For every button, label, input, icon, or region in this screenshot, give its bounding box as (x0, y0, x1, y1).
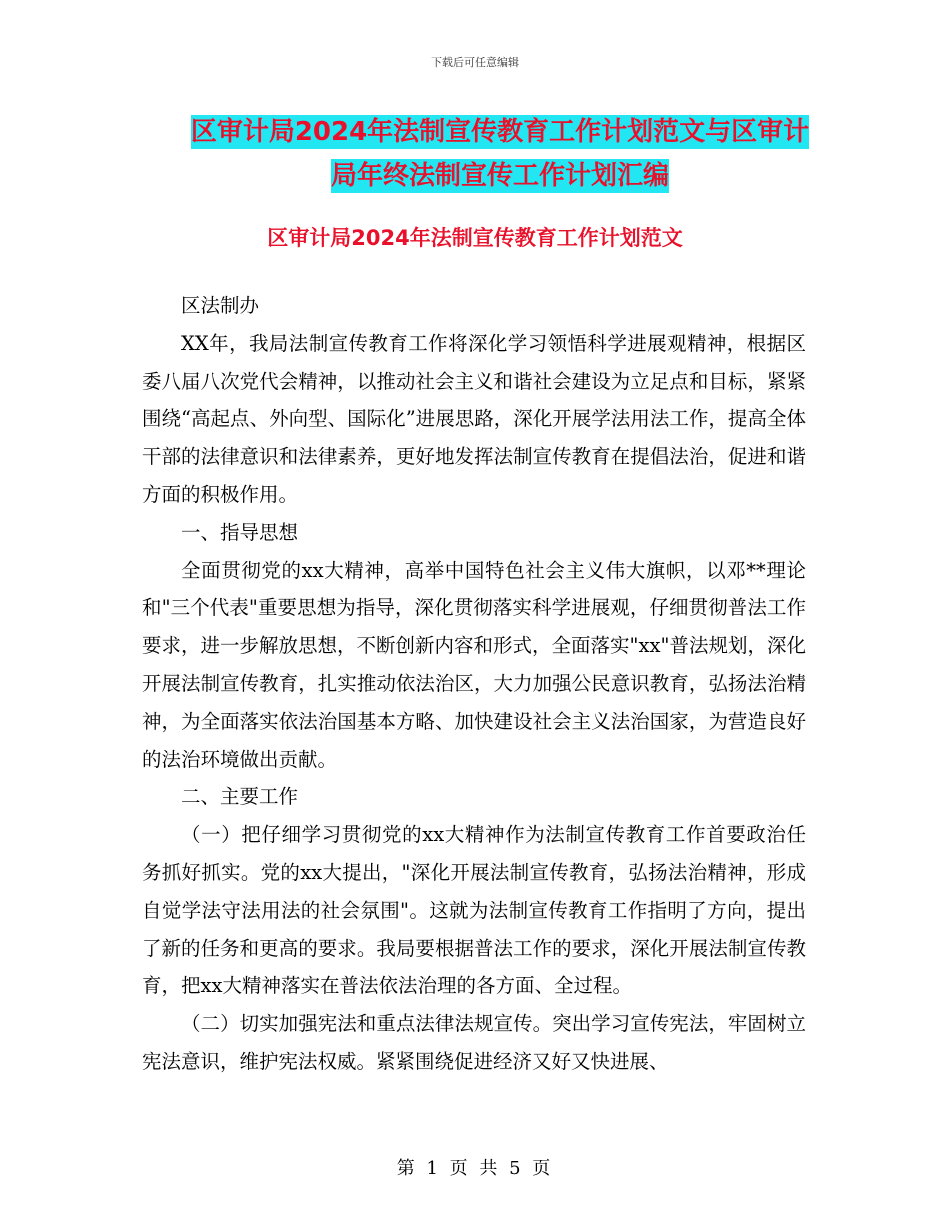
document-body (142, 287, 806, 1081)
header-note: 下载后可任意编辑 (431, 56, 519, 69)
paragraph-work-item-2: （二）切实加强宪法和重点法律法规宣传。突出学习宣传宪法，牢固树立宪法意识，维护宪法权威。紧紧围绕促进经济又好又快进展、 (142, 1012, 806, 1073)
title-line-2: 局年终法制宣传工作计划汇编 (330, 161, 669, 191)
paragraph-guiding-thought: 全面贯彻党的xx大精神，高举中国特色社会主义伟大旗帜，以邓**理论和"三个代表"重要思想为指导，深化贯彻落实科学进展观，仔细贯彻普法工作要求，进一步解放思想，不断创新内容和形式，全面落实"xx"普法规划，深化开展法制宣传教育，扎实推动依法治区，大力加强公民意识教育，弘扬法治精神，为全面落实依法治国基本方略、加快建设社会主义法治国家，为营造良好的法治环境做出贡献。 (142, 558, 806, 771)
paragraph-intro: XX年，我局法制宣传教育工作将深化学习领悟科学进展观精神，根据区委八届八次党代会精神，以推动社会主义和谐社会建设为立足点和目标，紧紧围绕“高起点、外向型、国际化”进展思路，深化开展学法用法工作，提高全体干部的法律意识和法律素养，更好地发挥法制宣传教育在提倡法治，促进和谐方面的积极作用。 (142, 331, 806, 506)
title-line-1: 区审计局2024年法制宣传教育工作计划范文与区审计 (190, 117, 810, 147)
paragraph-department: 区法制办 (181, 294, 260, 317)
section-title: 区审计局2024年法制宣传教育工作计划范文 (267, 226, 683, 250)
heading-guiding-thought: 一、指导思想 (181, 520, 299, 544)
paragraph-work-item-1: （一）把仔细学习贯彻党的xx大精神作为法制宣传教育工作首要政治任务抓好抓实。党的xx大提出，"深化开展法制宣传教育，弘扬法治精神，形成自觉学法守法用法的社会氛围"。这就为法制宣传教育工作指明了方向，提出了新的任务和更高的要求。我局要根据普法工作的要求，深化开展法制宣传教育，把xx大精神落实在普法依法治理的各方面、全过程。 (142, 823, 806, 998)
document-title (140, 110, 860, 198)
page-footer: 第 1 页 共 5 页 (396, 1158, 554, 1179)
heading-main-work: 二、主要工作 (181, 785, 299, 809)
